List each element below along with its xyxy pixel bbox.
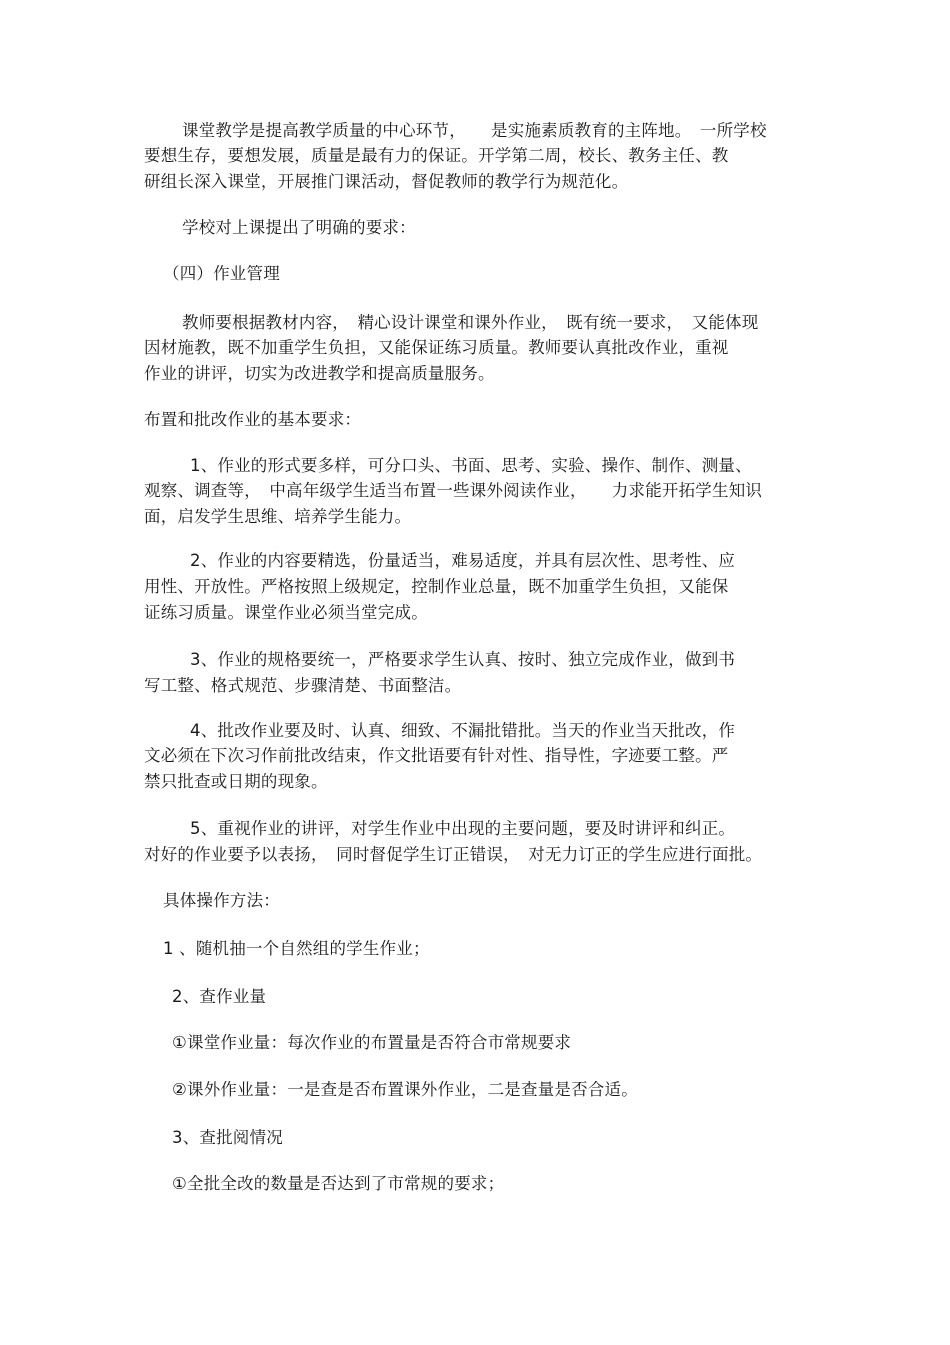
text-line: 作业的讲评，切实为改进教学和提高质量服务。 — [144, 364, 495, 383]
text-line: 写工整、格式规范、步骤清楚、书面整洁。 — [144, 676, 462, 695]
list-item: ①课堂作业量：每次作业的布置量是否符合市常规要求 — [172, 1033, 572, 1052]
text-line: 禁只批查或日期的现象。 — [144, 772, 328, 791]
list-item: 2、查作业量 — [172, 987, 267, 1006]
list-item: ①全批全改的数量是否达到了市常规的要求； — [172, 1174, 505, 1193]
text-line: 5、重视作业的讲评，对学生作业中出现的主要问题，要及时讲评和纠正。 — [190, 819, 736, 838]
text-line: 学校对上课提出了明确的要求： — [182, 218, 416, 237]
text-line: 课堂教学是提高教学质量的中心环节， 是实施素质教育的主阵地。 一所学校 — [182, 121, 767, 140]
text-line: 3、作业的规格要统一，严格要求学生认真、按时、独立完成作业，做到书 — [190, 650, 736, 669]
section-heading: （四）作业管理 — [163, 264, 280, 283]
list-item: 1 、随机抽一个自然组的学生作业； — [163, 939, 430, 958]
text-line: 布置和批改作业的基本要求： — [144, 410, 362, 429]
text-line: 具体操作方法： — [163, 891, 280, 910]
text-line: 4、批改作业要及时、认真、细致、不漏批错批。当天的作业当天批改，作 — [190, 721, 736, 740]
text-line: 要想生存，要想发展，质量是最有力的保证。开学第二周，校长、教务主任、教 — [144, 146, 729, 165]
text-line: 1、作业的形式要多样，可分口头、书面、思考、实验、操作、制作、测量、 — [190, 456, 752, 475]
text-line: 文必须在下次习作前批改结束，作文批语要有针对性、指导性，字迹要工整。严 — [144, 746, 729, 765]
text-line: 观察、调查等， 中高年级学生适当布置一些课外阅读作业， 力求能开拓学生知识 — [144, 481, 763, 500]
text-line: 教师要根据教材内容， 精心设计课堂和课外作业， 既有统一要求， 又能体现 — [182, 313, 759, 332]
text-line: 面，启发学生思维、培养学生能力。 — [144, 507, 412, 526]
text-line: 2、作业的内容要精选，份量适当，难易适度，并具有层次性、思考性、应 — [190, 551, 736, 570]
text-line: 研组长深入课堂，开展推门课活动，督促教师的教学行为规范化。 — [144, 172, 629, 191]
list-item: 3、查批阅情况 — [172, 1128, 283, 1147]
text-line: 用性、开放性。严格按照上级规定，控制作业总量，既不加重学生负担，又能保 — [144, 577, 729, 596]
text-line: 因材施教，既不加重学生负担，又能保证练习质量。教师要认真批改作业，重视 — [144, 338, 729, 357]
list-item: ②课外作业量：一是查是否布置课外作业，二是查量是否合适。 — [172, 1080, 638, 1099]
text-line: 证练习质量。课堂作业必须当堂完成。 — [144, 603, 428, 622]
text-line: 对好的作业要予以表扬， 同时督促学生订正错误， 对无力订正的学生应进行面批。 — [144, 845, 763, 864]
